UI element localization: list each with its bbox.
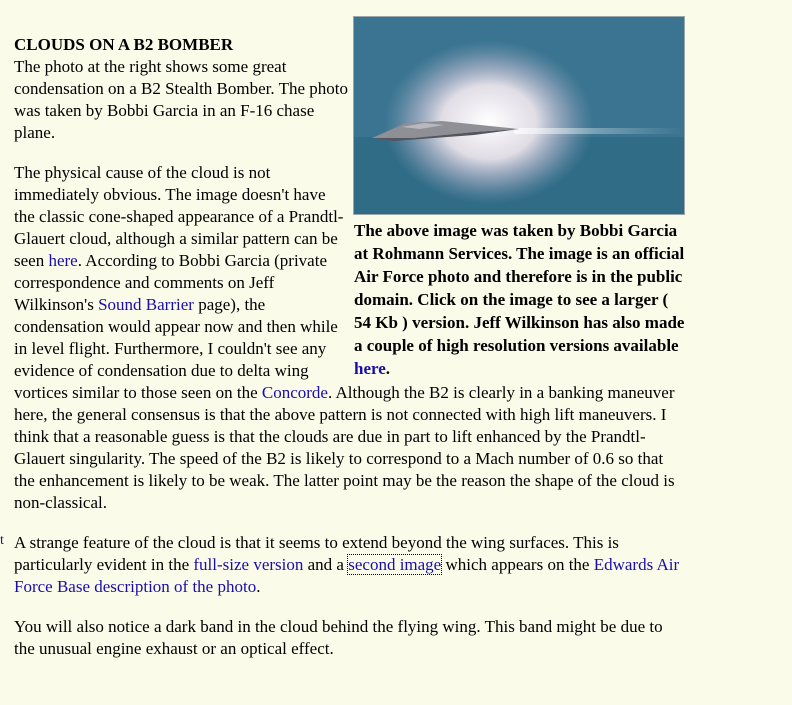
concorde-link[interactable]: Concorde bbox=[261, 383, 328, 402]
sound-barrier-link[interactable]: Sound Barrier bbox=[98, 295, 194, 314]
dark-band-paragraph: You will also notice a dark band in the cloud behind the flying wing. This band might be due to the unusual engine exhaust or an optical effect. bbox=[14, 617, 663, 658]
b2-photo-link[interactable] bbox=[353, 16, 685, 215]
full-size-version-link[interactable]: full-size version bbox=[193, 555, 304, 574]
page-title: CLOUDS ON A B2 BOMBER bbox=[14, 35, 234, 54]
photo-caption bbox=[354, 219, 688, 380]
edge-link-fragment[interactable]: t bbox=[0, 533, 4, 548]
intro-paragraph: The photo at the right shows some great condensation on a B2 Stealth Bomber. The photo was taken by Bobbi Garcia in an F-16 chase plane. bbox=[14, 57, 348, 142]
strange-feature-paragraph: A strange feature of the cloud is that it seems to extend beyond the wing surfaces. This is particularly evident in the full-size version and a second image which appears on the Edwards Air Force Base description of the photo. bbox=[14, 533, 680, 596]
physical-cause-paragraph: The physical cause of the cloud is not immediately obvious. The image doesn't have the classic cone-shaped appearance of a Prandtl-Glauert cloud, although a similar pattern can be seen here. According to Bobbi Garcia (private correspondence and comments on Jeff Wilkinson's Sound Barrier page), the condensation would appear now and then while in level flight. Furthermore, I couldn't see any evidence of condensation due to delta wing vortices similar to those seen on the Concorde. Although the B2 is clearly in a banking maneuver here, the general consensus is that the above pattern is not connected with high lift maneuvers. I think that a reasonable guess is that the clouds are due in part to lift enhanced by the Prandtl-Glauert singularity. The speed of the B2 is likely to correspond to a Mach number of 0.6 so that the enhancement is likely to be weak. The latter point may be the reason the shape of the cloud is non-classical. bbox=[14, 163, 675, 512]
photo-box bbox=[353, 16, 688, 380]
edwards-description-link[interactable]: Edwards Air Force Base description of the photo bbox=[14, 555, 680, 596]
article bbox=[14, 34, 685, 678]
prandtl-here-link[interactable]: here bbox=[48, 251, 78, 270]
caption-end: . bbox=[385, 359, 391, 378]
caption-here-link[interactable]: here bbox=[354, 359, 386, 378]
caption-text: The above image was taken by Bobbi Garcia at Rohmann Services. The image is an official Air Force photo and therefore is in the public domain. Click on the image to see a larger ( 54 Kb ) version. Jeff Wilkinson has also made a couple of high resolution versions available bbox=[354, 221, 685, 355]
second-image-link[interactable]: second image bbox=[348, 555, 442, 574]
b2-bomber-photo bbox=[354, 17, 684, 214]
